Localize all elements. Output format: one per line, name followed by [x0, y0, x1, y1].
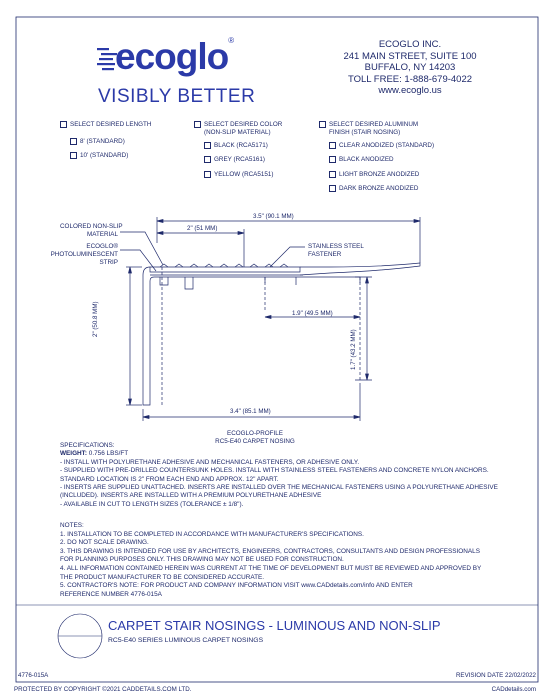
copyright-footer: PROTECTED BY COPYRIGHT ©2021 CADDETAILS.COM LTD.	[14, 686, 192, 693]
spec-weight: WEIGHT: 0.756 LBS/FT	[60, 450, 129, 458]
company-city: BUFFALO, NY 14203	[364, 62, 456, 73]
reference-number: 4776-015A	[18, 672, 49, 679]
option-checkbox[interactable]	[204, 156, 211, 163]
option-checkbox[interactable]	[204, 171, 211, 178]
length-title: SELECT DESIRED LENGTH	[70, 121, 152, 129]
label-line: STAINLESS STEEL	[308, 243, 364, 250]
length-checkbox[interactable]	[60, 121, 67, 128]
label-line: COLORED NON-SLIP	[60, 223, 123, 230]
company-name: ECOGLO INC.	[378, 39, 442, 50]
option-checkbox[interactable]	[329, 156, 336, 163]
color-checkbox[interactable]	[194, 121, 201, 128]
spec-line: - SUPPLIED WITH PRE-DRILLED COUNTERSUNK HOLES. INSTALL WITH STAINLESS STEEL FASTENERS AND CONCRETE NYLON ANCHORS.	[60, 467, 489, 475]
caption-line: ECOGLO-PROFILE	[227, 430, 283, 437]
finish-options	[319, 121, 434, 193]
note-line: 1. INSTALLATION TO BE COMPLETED IN ACCORDANCE WITH MANUFACTURER'S SPECIFICATIONS.	[60, 530, 364, 538]
label-line: ECOGLO®	[86, 243, 118, 250]
company-address	[330, 39, 490, 97]
label-line: STRIP	[99, 259, 118, 266]
company-phone: TOLL FREE: 1-888-679-4022	[347, 73, 473, 85]
label-line: MATERIAL	[86, 231, 118, 238]
finish-subtitle: FINISH (STAIR NOSING)	[329, 129, 401, 137]
notes	[60, 522, 481, 599]
company-web: www.ecoglo.us	[378, 85, 442, 96]
notes-heading: NOTES:	[60, 522, 84, 529]
specs-heading: SPECIFICATIONS:	[60, 442, 115, 449]
drawing-title: CARPET STAIR NOSINGS - LUMINOUS AND NON-SLIP	[108, 618, 441, 633]
option-checkbox[interactable]	[204, 142, 211, 149]
spec-line: - INSTALL WITH POLYURETHANE ADHESIVE AND MECHANICAL FASTENERS, OR ADHESIVE ONLY.	[60, 458, 360, 466]
label-photoluminescent-strip	[50, 243, 118, 267]
length-options	[60, 121, 151, 161]
finish-title: SELECT DESIRED ALUMINUM	[329, 121, 419, 129]
note-line: 4. ALL INFORMATION CONTAINED HEREIN WAS CURRENT AT THE TIME OF DEVELOPMENT BUT MUST BE REVIEWED AND APPROVED BY	[60, 564, 482, 572]
dim-bottom-text: 3.4" (85.1 MM)	[230, 408, 271, 415]
caddetails-footer[interactable]: CADdetails.com	[491, 686, 536, 693]
option-checkbox[interactable]	[70, 138, 77, 145]
note-line: 5. CONTRACTOR'S NOTE: FOR PRODUCT AND COMPANY INFORMATION VISIT www.CADdetails.com/info AND ENTER	[60, 582, 413, 590]
option-label: BLACK (RCA5171)	[214, 142, 268, 150]
label-line: FASTENER	[308, 251, 342, 258]
option-label: CLEAR ANODIZED (STANDARD)	[339, 142, 435, 150]
dim-right-text: 1.7" (43.2 MM)	[350, 329, 357, 370]
brand-slogan: VISIBLY BETTER	[98, 86, 256, 107]
color-title: SELECT DESIRED COLOR	[204, 121, 283, 129]
option-checkbox[interactable]	[329, 171, 336, 178]
note-line: 2. DO NOT SCALE DRAWING.	[60, 539, 149, 547]
label-fastener	[308, 243, 364, 259]
option-label: DARK BRONZE ANODIZED	[339, 184, 419, 192]
caption-line: RC5-E40 CARPET NOSING	[215, 438, 295, 445]
label-nonslip	[60, 223, 123, 239]
option-checkbox[interactable]	[70, 152, 77, 159]
note-line: THE PRODUCT MANUFACTURER TO BE CONSIDERED ACCURATE.	[60, 573, 265, 581]
color-subtitle: (NON-SLIP MATERIAL)	[204, 129, 271, 137]
option-label: YELLOW (RCA5151)	[214, 170, 274, 178]
note-line: FOR PLANNING PURPOSES ONLY. THIS DRAWING MAY NOT BE USED FOR CONSTRUCTION.	[60, 556, 344, 564]
spec-line: (INCLUDED). INSERTS ARE INSTALLED WITH A PREMIUM POLYURETHANE ADHESIVE	[60, 492, 322, 500]
dim-top-text: 3.5" (90.1 MM)	[253, 213, 294, 220]
dim-2in-text: 2" (51 MM)	[187, 225, 218, 232]
spec-line: STANDARD LOCATION IS 2" FROM EACH END AND APPROX. 12" APART.	[60, 475, 279, 483]
drawing-subtitle: RC5-E40 SERIES LUMINOUS CARPET NOSINGS	[108, 637, 264, 644]
finish-checkbox[interactable]	[319, 121, 326, 128]
spec-line: - INSERTS ARE SUPPLIED UNATTACHED. INSERTS ARE INSTALLED OVER THE MECHANICAL FASTENERS USING A POLYURETHANE ADHESIVE	[60, 484, 498, 492]
color-options	[194, 121, 282, 179]
option-checkbox[interactable]	[329, 142, 336, 149]
option-checkbox[interactable]	[329, 185, 336, 192]
company-street: 241 MAIN STREET, SUITE 100	[343, 50, 477, 62]
option-label: BLACK ANODIZED	[339, 156, 394, 164]
spec-line: - AVAILABLE IN CUT TO LENGTH SIZES (TOLERANCE ± 1/8").	[60, 500, 244, 508]
option-label: LIGHT BRONZE ANODIZED	[339, 170, 420, 178]
option-label: 8' (STANDARD)	[80, 138, 125, 146]
note-line: 3. THIS DRAWING IS INTENDED FOR USE BY ARCHITECTS, ENGINEERS, CONTRACTORS, CONSULTANTS AND DESIGN PROFESSIONALS	[60, 547, 480, 555]
note-line: REFERENCE NUMBER 4776-015A	[60, 590, 162, 598]
dim-left-text: 2" (50.8 MM)	[92, 301, 99, 337]
label-line: PHOTOLUMINESCENT	[50, 251, 118, 258]
revision-date: REVISION DATE 22/02/2022	[455, 672, 536, 679]
option-label: GREY (RCA5161)	[214, 156, 265, 164]
nosing-profile-drawing	[0, 205, 550, 445]
brand-logo-text: ecoglo®	[115, 36, 234, 77]
specifications	[60, 442, 498, 509]
dim-19-text: 1.9" (49.5 MM)	[292, 310, 333, 317]
option-label: 10' (STANDARD)	[80, 152, 129, 160]
